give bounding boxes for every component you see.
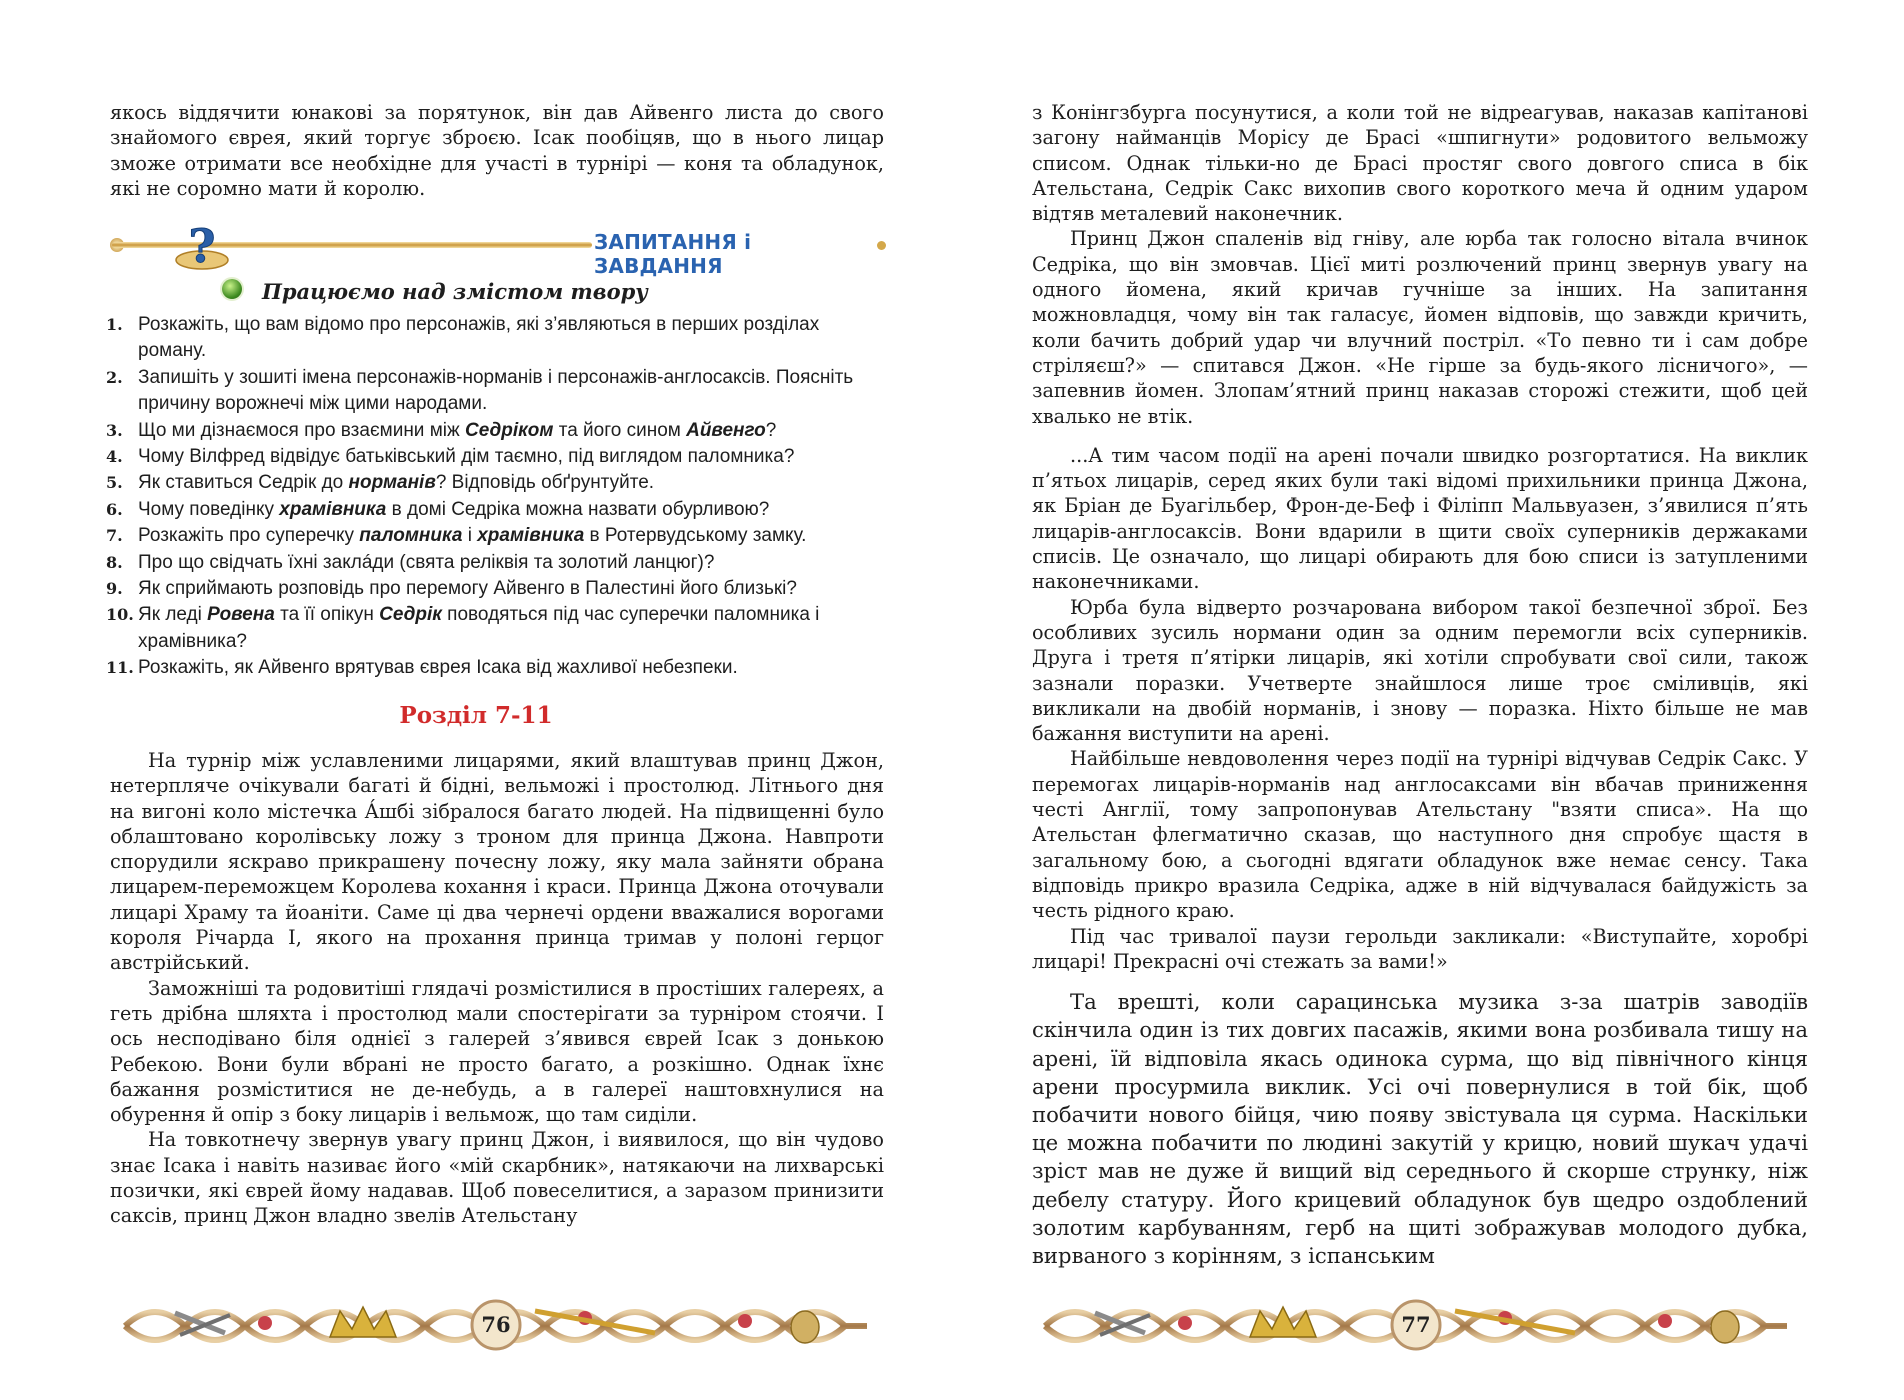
body-paragraph-large: Та врешті, коли сарацинська музика з-за шатрів заводіїв скінчила один із тих довгих пасажів, якими вона розбивала тишу на арені, їй відповіла якась одинока сурма, що від північного кінця арени просурмила виклик. Усі очі повернулися в той бік, щоб побачити нового бійця, чию появу звістувала ця сурма. Наскільки це можна побачити по людині закутій у крицю, новий шукач удачі зріст мав не дуже й вищий від середнього й скорше струнку, ніж дебелу статуру. Його крицевий обладунок був щедро оздоблений золотим карбуванням, герб на щиті зображував молодого дубка, вирваного з корінням, з іспанським — [1032, 989, 1808, 1268]
question-item: 4. Чому Вілфред відвідує батьківський дім таємно, під виглядом паломника? — [106, 446, 795, 468]
right-body-text — [1032, 100, 1808, 1270]
page-number: 76 — [481, 1312, 511, 1337]
footer-ornament — [1035, 1293, 1797, 1359]
intro-paragraph: якось віддячити юнакові за порятунок, він дав Айвенго листа до свого знайомого єврея, який торгує зброєю. Ісак пообіцяв, що в нього лицар зможе отримати все необхідне для участі в турнірі — коня та обладунок, які не соромно мати й королю. — [110, 101, 884, 200]
section-title: Розділ 7-11 — [399, 702, 553, 729]
body-paragraph: Під час тривалої паузи герольди закликали: «Виступайте, хоробрі лицарі! Прекрасні очі стежать за вами!» — [1032, 924, 1808, 973]
body-paragraph: На товкотнечу звернув увагу принц Джон, і виявилося, що він чудово знає Ісака і навіть називає його «мій скарбник», натякаючи на лихварські позички, які єврей йому надавав. Щоб повеселитися, а заразом принизити саксів, принц Джон владно звелів Ательстану — [110, 1128, 884, 1228]
body-paragraph: На турнір між уславленими лицарями, який влаштував принц Джон, нетерпляче очікували багаті й бідні, вельможі і простолюд. Літнього дня на вигоні коло містечка А́шбі зібралося багато людей. На підвищенні було облаштовано королівську ложу з троном для принца Джона. Навпроти спорудили яскраво прикрашену почесну ложу, яку мала зайняти обрана лицарем-переможцем Королева кохання і краси. Принца Джона оточували лицарі Храму та йоаніти. Саме ці два чернечі ордени вважалися ворогами короля Річарда I, якого на прохання принца тримав у полоні герцог австрійський. — [110, 749, 884, 975]
question-mark-icon — [174, 218, 230, 272]
intro-text — [110, 100, 884, 201]
question-item: 11. Розкажіть, як Айвенго врятував єврея Ісака від жахливої небезпеки. — [106, 657, 738, 679]
banner-dot — [877, 241, 886, 250]
left-body-text — [110, 748, 884, 1229]
question-item: 8. Про що свідчать їхні заклáди (свята реліквія та золотий ланцюг)? — [106, 551, 715, 573]
body-paragraph: Найбільше невдоволення через події на турнірі відчував Седрік Сакс. У перемогах лицарів-норманів над англосаксами він вбачав приниження честі Англії, тому запропонував Ательстану "взяти списа». На що Ательстан флегматично сказав, що наступного дня спробує щастя в загальному бою, а сьогодні вдягати обладунок вже немає сенсу. Така відповідь прикро вразила Седріка, адже в ній відчувалася байдужість за честь рідного краю. — [1032, 747, 1808, 923]
right-page — [952, 0, 1904, 1400]
green-bullet-icon — [222, 279, 242, 299]
question-item: 1. Розкажіть, що вам відомо про персонажів, які з’являються в перших розділах роману. — [106, 314, 820, 362]
paragraph-gap — [1032, 429, 1808, 443]
question-item: 6. Чому поведінку храмівника в домі Седріка можна назвати обурливою? — [106, 498, 770, 520]
question-item: 10. Як леді Ровена та її опікун Седрік поводяться під час суперечки паломника і храмівника? — [106, 604, 820, 652]
paragraph-gap — [1032, 974, 1808, 988]
body-paragraph: з Конінгзбурга посунутися, а коли той не відреагував, наказав капітанові загону найманців Морісу де Брасі «шпигнути» родовитого вельможу списом. Однак тільки-но де Брасі простяг свого довгого списа в бік Ательстана, Седрік Сакс вихопив свого короткого меча й одним ударом відтяв металевий наконечник. — [1032, 101, 1808, 226]
question-item: 9. Як сприймають розповідь про перемогу Айвенго в Палестині його близькі? — [106, 578, 797, 600]
questions-banner — [110, 218, 886, 278]
question-item: 5. Як ставиться Седрік до норманів? Відповідь обґрунтуйте. — [106, 472, 655, 494]
body-paragraph: Юрба була відверто розчарована вибором такої безпечної зброї. Без особливих зусиль нормани один за одним перемогли всіх суперників. Друга і третя п’ятірки лицарів, які хотіли спробувати свої сили, також зазнали поразки. Учетверте знайшлося лише троє сміливців, які викликали на двобій норманів, і знову — поразка. Ніхто більше не мав бажання виступити на арені. — [1032, 595, 1808, 746]
footer-ornament — [115, 1293, 877, 1359]
subheading: Працюємо над змістом твору — [262, 279, 648, 304]
questions-list — [106, 312, 886, 682]
question-item: 7. Розкажіть про суперечку паломника і храмівника в Ротервудському замку. — [106, 525, 807, 547]
body-paragraph: Заможніші та родовитіші глядачі розмістилися в простіших галереях, а геть дрібна шляхта і простолюд мали спостерігати за турніром стоячи. І ось несподівано біля однієї з галерей з’явився єврей Ісак з донькою Ребекою. Вони були вбрані не просто багато, а розкішно. Однак їхнє бажання розміститися не де-небудь, а в галереї наштовхнулися на обурення й опір з боку лицарів і вельмож, що там сиділи. — [110, 976, 884, 1127]
questions-header: ЗАПИТАННЯ і ЗАВДАННЯ — [594, 230, 752, 278]
body-paragraph: Принц Джон спаленів від гніву, але юрба так голосно вітала вчинок Седріка, що він змовчав. Цієї миті розлючений принц звернув увагу на одного йомена, який кричав гучніше за інших. На запитання можновладця, чому він так галасує, йомен відповів, що завжди кричить, коли бачить добрий удар чи влучний постріл. «То певно ти і сам добре стріляєш?» — спитався Джон. «Не гірше за будь-якого лісничого», — запевнив йомен. Злопам’ятний принц наказав сторожі стежити, щоб цей хвалько не втік. — [1032, 227, 1808, 428]
question-item: 3. Що ми дізнаємося про взаємини між Седріком та його сином Айвенго? — [106, 419, 777, 441]
question-item: 2. Запишіть у зошиті імена персонажів-норманів і персонажів-англосаксів. Поясніть причину ворожнечі між цими народами. — [106, 366, 854, 415]
svg-text:?: ? — [188, 219, 216, 272]
page-number: 77 — [1401, 1312, 1431, 1337]
body-paragraph: ...А тим часом події на арені почали швидко розгортатися. На виклик п’ятьох лицарів, серед яких були такі відомі прихильники принца Джона, як Бріан де Буагільбер, Фрон-де-Беф і Філіпп Мальвуазен, з’явилися п’ять лицарів-англосаксів. Вони вдарили в щити своїх суперників держаками списів. Це означало, що лицарі обирають для бою списи із затупленими наконечниками. — [1032, 443, 1808, 594]
